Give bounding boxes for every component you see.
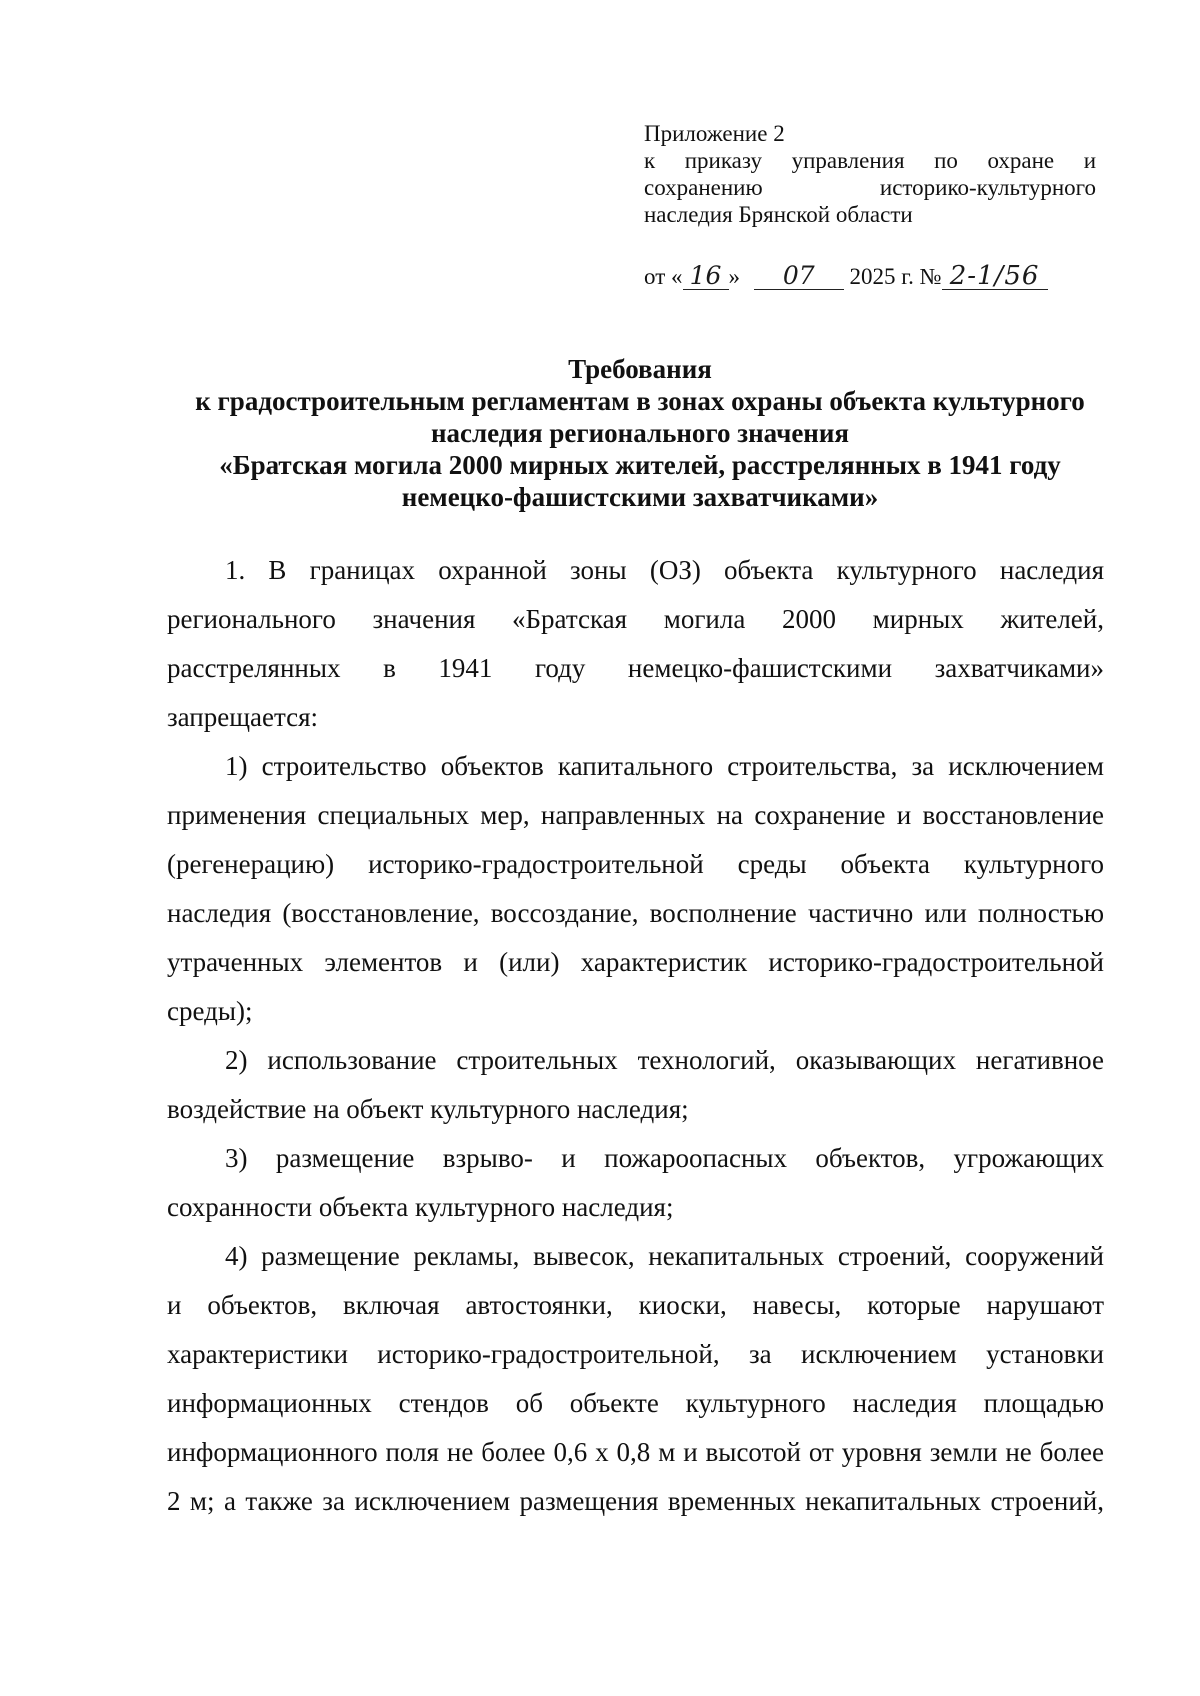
- order-prefix: от «: [644, 264, 683, 289]
- paragraph-item-4: [167, 1232, 1104, 1526]
- appendix-title: Приложение 2: [644, 121, 785, 146]
- document-body: [167, 546, 1104, 1526]
- document-title: [100, 353, 1180, 513]
- paragraph-line: утраченных элементов и (или) характеристик историко-градостроительной: [167, 947, 1104, 977]
- title-line-1: Требования: [568, 354, 712, 384]
- title-line-4: «Братская могила 2000 мирных жителей, расстрелянных в 1941 году: [219, 450, 1061, 480]
- paragraph-line: сохранности объекта культурного наследия;: [167, 1192, 674, 1222]
- paragraph-line: 3) размещение взрыво- и пожароопасных объектов, угрожающих: [225, 1143, 1104, 1173]
- paragraph-line: 1) строительство объектов капитального строительства, за исключением: [225, 751, 1104, 781]
- paragraph-line: и объектов, включая автостоянки, киоски, навесы, которые нарушают: [167, 1290, 1104, 1320]
- paragraph-item-3: [167, 1134, 1104, 1232]
- order-month-handwritten: 07: [754, 264, 844, 290]
- order-day-handwritten: 16: [683, 264, 729, 290]
- paragraph-line: наследия (восстановление, воссоздание, восполнение частично или полностью: [167, 898, 1104, 928]
- title-line-3: наследия регионального значения: [430, 418, 850, 448]
- paragraph-line: 1. В границах охранной зоны (ОЗ) объекта культурного наследия: [225, 555, 1104, 585]
- paragraph-line: характеристики историко-градостроительной, за исключением установки: [167, 1339, 1104, 1369]
- paragraph-line: информационных стендов об объекте культурного наследия площадью: [167, 1388, 1104, 1418]
- paragraph-line: 2) использование строительных технологий, оказывающих негативное: [225, 1045, 1104, 1075]
- appendix-line-3: наследия Брянской области: [644, 202, 913, 227]
- paragraph-line: среды);: [167, 996, 253, 1026]
- paragraph-line: расстрелянных в 1941 году немецко-фашистскими захватчиками»: [167, 653, 1104, 683]
- appendix-line-1: к приказу управления по охране и: [644, 148, 1096, 173]
- paragraph-line: регионального значения «Братская могила 2000 мирных жителей,: [167, 604, 1104, 634]
- order-year-text: 2025 г. №: [849, 264, 942, 289]
- paragraph-line: (регенерацию) историко-градостроительной среды объекта культурного: [167, 849, 1104, 879]
- title-line-5: немецко-фашистскими захватчиками»: [401, 482, 879, 512]
- order-date-number: [644, 262, 1048, 292]
- paragraph-item-2: [167, 1036, 1104, 1134]
- order-quote-close: »: [728, 264, 740, 289]
- paragraph-line: запрещается:: [167, 702, 319, 732]
- paragraph-line: 2 м; а также за исключением размещения временных некапитальных строений,: [167, 1486, 1104, 1516]
- paragraph-line: 4) размещение рекламы, вывесок, некапитальных строений, сооружений: [225, 1241, 1104, 1271]
- appendix-line-2: сохранению историко-культурного: [644, 175, 1096, 200]
- paragraph-line: воздействие на объект культурного наследия;: [167, 1094, 689, 1124]
- paragraph-line: применения специальных мер, направленных на сохранение и восстановление: [167, 800, 1104, 830]
- appendix-header: [644, 120, 1096, 228]
- order-number-handwritten: 2-1/56: [942, 264, 1048, 290]
- paragraph-item-1: [167, 742, 1104, 1036]
- paragraph-1: [167, 546, 1104, 742]
- title-line-2: к градостроительным регламентам в зонах охраны объекта культурного: [195, 386, 1085, 416]
- paragraph-line: информационного поля не более 0,6 х 0,8 м и высотой от уровня земли не более: [167, 1437, 1104, 1467]
